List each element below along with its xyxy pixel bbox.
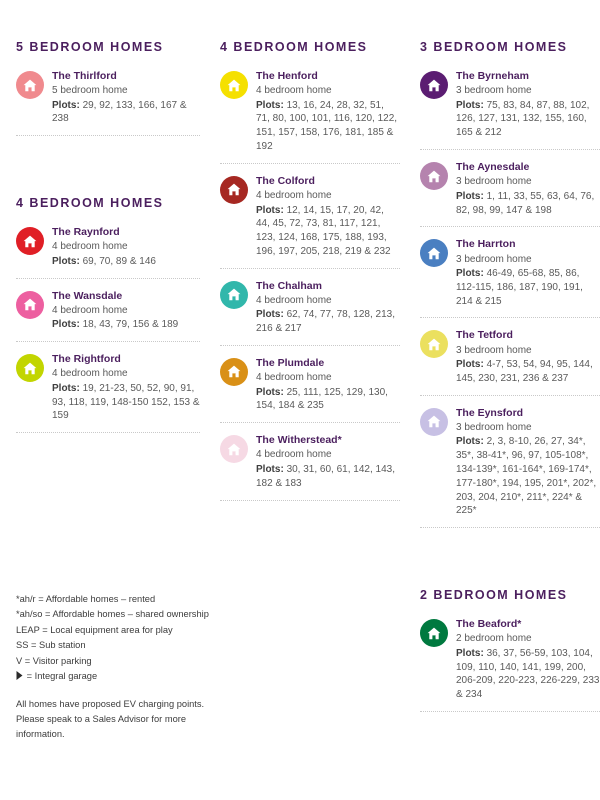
home-name: The Beaford* (456, 618, 522, 631)
section-title: 2 BEDROOM HOMES (420, 588, 568, 603)
plots-label: Plots: (456, 190, 484, 202)
plots-label: Plots: (256, 386, 284, 398)
home-type: 4 bedroom home (256, 449, 332, 461)
legend-text: *ah/so = Affordable homes – shared ownership (16, 609, 209, 620)
home-plots (256, 204, 400, 259)
home-plots (456, 435, 600, 518)
house-icon (420, 162, 448, 190)
plots-label: Plots: (52, 382, 80, 394)
section-title: 4 BEDROOM HOMES (220, 40, 368, 54)
house-icon (220, 435, 248, 463)
plots-values: 46-49, 65-68, 85, 86, 112-115, 186, 187, 190, 191, 214 & 215 (456, 268, 583, 307)
home-list (420, 617, 600, 712)
home-entry[interactable] (220, 174, 400, 269)
plots-values: 25, 111, 125, 129, 130, 154, 184 & 235 (256, 386, 388, 412)
house-icon (420, 239, 448, 267)
house-icon (420, 408, 448, 436)
home-type: 3 bedroom home (456, 176, 532, 188)
home-type: 2 bedroom home (456, 633, 532, 645)
home-type: 3 bedroom home (456, 85, 532, 97)
home-list (420, 69, 600, 528)
home-name: The Witherstead* (256, 434, 342, 447)
plots-label: Plots: (52, 99, 80, 111)
home-plots (456, 99, 600, 140)
home-plots (52, 99, 200, 127)
home-name: The Thirlford (52, 70, 117, 82)
home-entry[interactable] (420, 617, 600, 712)
home-details (456, 69, 600, 140)
plots-values: 1, 11, 33, 55, 63, 64, 76, 82, 98, 99, 147 & 198 (456, 190, 595, 216)
home-type: 4 bedroom home (256, 294, 332, 306)
legend-text: V = Visitor parking (16, 655, 92, 666)
home-plots (256, 463, 400, 491)
legend-text: SS = Sub station (16, 640, 86, 651)
triangle-right-icon (16, 670, 23, 679)
plots-label: Plots: (256, 463, 284, 475)
plots-label: Plots: (256, 99, 284, 111)
home-name: The Raynford (52, 226, 120, 239)
plots-values: 30, 31, 60, 61, 142, 143, 182 & 183 (256, 463, 395, 489)
home-name: The Wansdale (52, 289, 123, 302)
plots-label: Plots: (456, 99, 484, 111)
home-list (220, 69, 400, 501)
home-name: The Tetford (456, 329, 513, 342)
legend-block (16, 592, 276, 743)
house-icon (16, 291, 44, 319)
house-icon (220, 358, 248, 386)
home-name: The Chalham (256, 279, 322, 292)
plots-values: 75, 83, 84, 87, 88, 102, 126, 127, 131, 132, 155, 160, 165 & 212 (456, 99, 590, 139)
legend-row (16, 623, 276, 638)
home-details (456, 160, 600, 217)
home-details (52, 225, 200, 268)
col-middle (210, 40, 410, 511)
house-icon (220, 176, 248, 204)
plots-label: Plots: (52, 255, 80, 267)
home-name: The Colford (256, 174, 315, 187)
home-type: 3 bedroom home (456, 253, 532, 265)
legend-text: LEAP = Local equipment area for play (16, 624, 173, 635)
house-icon (220, 71, 248, 99)
plots-label: Plots: (456, 359, 484, 371)
home-entry[interactable] (420, 69, 600, 150)
home-entry[interactable] (220, 356, 400, 423)
legend-row (16, 607, 276, 622)
home-entry[interactable] (420, 406, 600, 528)
plots-values: 12, 14, 15, 17, 20, 42, 44, 45, 72, 73, 81, 117, 121, 123, 124, 168, 175, 188, 193, 196, 197, 205, 218, 219 & 232 (256, 204, 391, 257)
home-type: 4 bedroom home (52, 241, 128, 253)
home-details (456, 328, 600, 385)
legend-row (16, 638, 276, 653)
section-title: 4 BEDROOM HOMES (16, 196, 164, 211)
house-icon (16, 354, 44, 382)
home-type: 4 bedroom home (256, 85, 332, 97)
home-entry[interactable] (420, 328, 600, 395)
home-list (16, 69, 200, 136)
home-name: The Henford (256, 70, 318, 82)
home-name: The Harrton (456, 238, 516, 251)
home-plots (256, 386, 400, 414)
home-name: The Eynsford (456, 406, 524, 419)
legend-row (16, 654, 276, 669)
plots-label: Plots: (456, 647, 484, 659)
plots-values: 19, 21-23, 50, 52, 90, 91, 93, 118, 119, 148-150 152, 153 & 159 (52, 382, 200, 422)
home-name: The Byrneham (456, 70, 529, 82)
house-icon (420, 71, 448, 99)
house-icon (16, 227, 44, 255)
home-entry[interactable] (420, 160, 600, 227)
home-type: 3 bedroom home (456, 344, 532, 356)
home-entry[interactable] (16, 69, 200, 136)
house-icon (420, 619, 448, 647)
home-plots (52, 318, 200, 332)
home-details (256, 174, 400, 259)
home-entry[interactable] (220, 69, 400, 164)
plots-label: Plots: (456, 436, 484, 448)
plots-label: Plots: (256, 204, 284, 216)
col-left (10, 40, 210, 443)
house-icon (16, 71, 44, 99)
col-right (410, 40, 600, 722)
home-type: 4 bedroom home (256, 190, 332, 202)
home-details (52, 289, 200, 332)
home-entry[interactable] (220, 279, 400, 346)
plots-values: 2, 3, 8-10, 26, 27, 34*, 35*, 38-41*, 96, 97, 105-108*, 134-139*, 161-164*, 169-174*, 177-180*, 194, 195, 201*, 202*, 203, 204, 210*, 211*, 224* & 225* (456, 436, 597, 517)
home-name: The Rightford (52, 353, 121, 366)
legend-rows (16, 592, 276, 685)
home-type: 4 bedroom home (52, 304, 128, 316)
home-plots (256, 308, 400, 336)
home-details (256, 279, 400, 336)
home-details (256, 69, 400, 154)
plots-label: Plots: (456, 268, 484, 279)
home-entry[interactable] (16, 225, 200, 278)
home-plots (256, 99, 400, 154)
home-plots (456, 358, 600, 386)
home-details (456, 617, 600, 702)
home-type: 4 bedroom home (52, 368, 128, 380)
section-title: 3 BEDROOM HOMES (420, 40, 568, 54)
home-entry[interactable] (220, 433, 400, 500)
legend-row (16, 669, 276, 684)
plots-values: 36, 37, 56-59, 103, 104, 109, 110, 140, 141, 199, 200, 206-209, 220-223, 226-229, 233 & 234 (456, 647, 600, 701)
plots-values: 18, 43, 79, 156 & 189 (82, 319, 179, 331)
section-title: 5 BEDROOM HOMES (16, 40, 164, 54)
home-type: 4 bedroom home (256, 372, 332, 384)
legend-note: All homes have proposed EV charging points. Please speak to a Sales Advisor for more information. (16, 698, 205, 740)
home-plots (456, 267, 600, 308)
plots-values: 69, 70, 89 & 146 (82, 255, 156, 267)
home-details (256, 356, 400, 413)
home-name: The Aynesdale (456, 161, 530, 174)
plots-label: Plots: (256, 309, 284, 321)
home-plots (52, 255, 200, 269)
home-details (52, 352, 200, 423)
legend-text: = Integral garage (26, 671, 98, 682)
home-plots (52, 382, 200, 423)
home-name: The Plumdale (256, 356, 325, 369)
legend-row (16, 592, 276, 607)
plots-values: 4-7, 53, 54, 94, 95, 144, 145, 230, 231, 236 & 237 (456, 359, 593, 384)
house-icon (220, 281, 248, 309)
home-type: 5 bedroom home (52, 85, 128, 97)
plots-values: 29, 92, 133, 166, 167 & 238 (52, 99, 187, 125)
home-list (16, 225, 200, 433)
plots-values: 62, 74, 77, 78, 128, 213, 216 & 217 (256, 309, 395, 335)
home-plots (456, 190, 600, 218)
home-entry[interactable] (420, 237, 600, 318)
legend-text: *ah/r = Affordable homes – rented (16, 594, 156, 604)
home-details (456, 237, 600, 308)
house-icon (420, 330, 448, 358)
home-entry[interactable] (16, 352, 200, 433)
plots-label: Plots: (52, 319, 80, 331)
home-plots (456, 647, 600, 702)
home-details (456, 406, 600, 518)
home-details (52, 69, 200, 126)
home-details (256, 433, 400, 490)
home-entry[interactable] (16, 289, 200, 342)
plots-values: 13, 16, 24, 28, 32, 51, 71, 80, 100, 101, 116, 120, 122, 151, 157, 158, 176, 181, 185 & 192 (256, 99, 398, 153)
home-type: 3 bedroom home (456, 421, 532, 433)
